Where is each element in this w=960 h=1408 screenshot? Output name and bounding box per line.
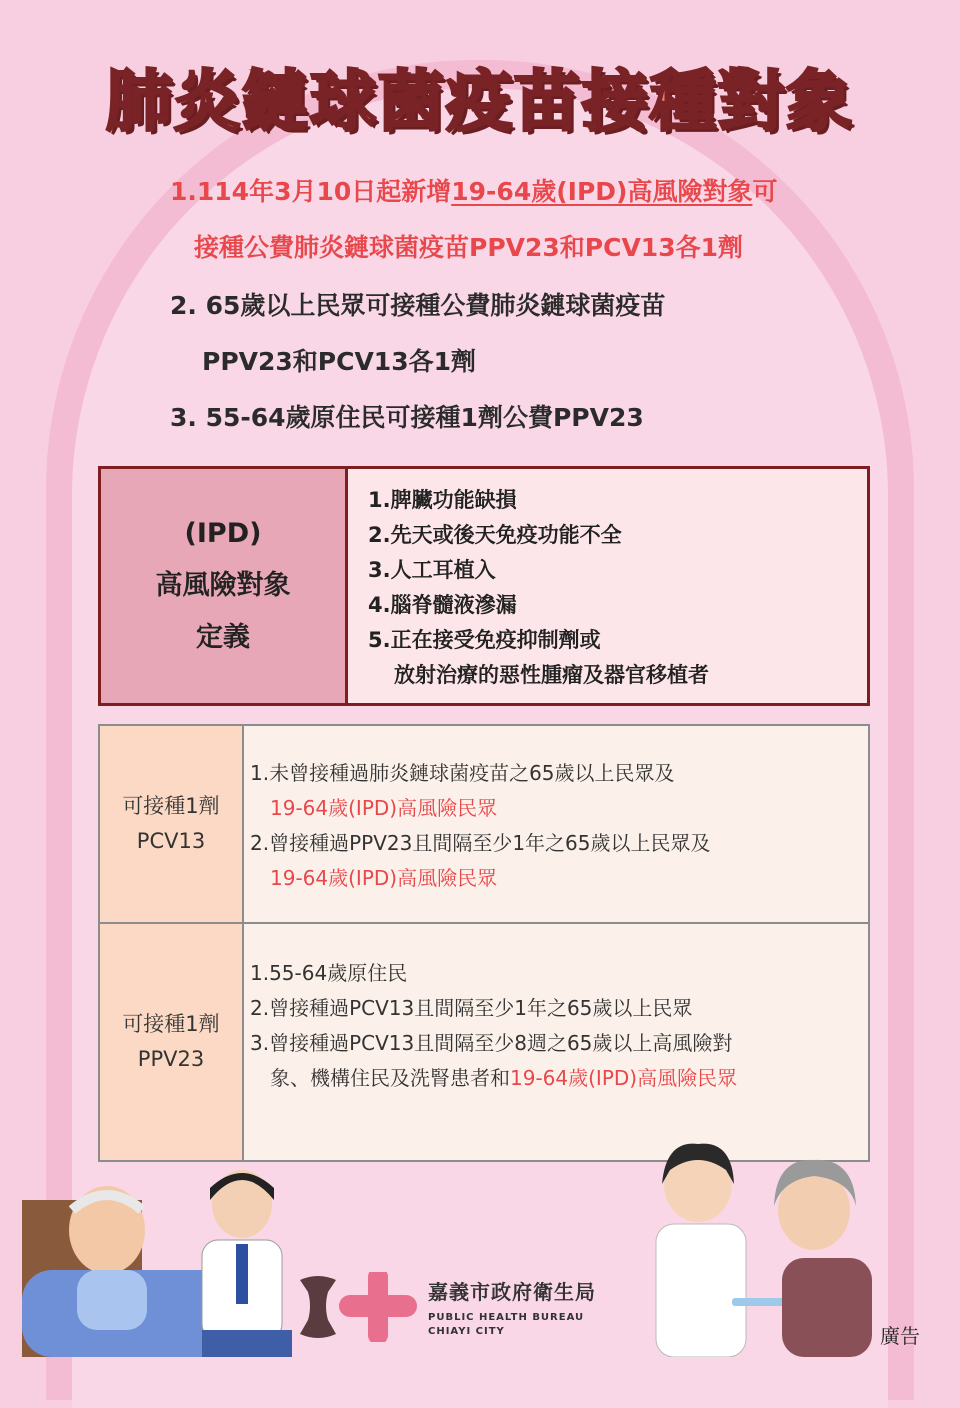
ppv23-item-3-cont-text: 象、機構住民及洗腎患者和 bbox=[270, 1066, 510, 1090]
vaccine-table bbox=[98, 724, 870, 1162]
bureau-name-english-line1: PUBLIC HEALTH BUREAU bbox=[428, 1312, 585, 1323]
ppv23-item-2: 2.曾接種過PCV13且間隔至少1年之65歲以上民眾 bbox=[250, 996, 693, 1020]
pcv13-item-1-red: 19-64歲(IPD)高風險民眾 bbox=[270, 796, 498, 820]
bureau-name bbox=[428, 1276, 596, 1339]
pcv13-label-line2: PCV13 bbox=[136, 829, 206, 853]
definition-item: 2.先天或後天免疫功能不全 bbox=[368, 523, 622, 547]
pcv13-label-line1: 可接種1劑 bbox=[122, 794, 220, 818]
intro-item-1 bbox=[170, 172, 777, 208]
patient-shirt-shape bbox=[77, 1270, 147, 1330]
ppv23-item-3-red: 19-64歲(IPD)高風險民眾 bbox=[510, 1066, 738, 1090]
nurse-vaccination-illustration bbox=[636, 1140, 872, 1357]
ppv23-label bbox=[100, 924, 244, 1160]
ppv23-item-3-continued bbox=[250, 1061, 868, 1096]
intro-item-2: 2. 65歲以上民眾可接種公費肺炎鏈球菌疫苗 bbox=[170, 291, 666, 320]
definition-heading-line3: 定義 bbox=[196, 622, 250, 653]
ppv23-label-line2: PPV23 bbox=[137, 1047, 205, 1071]
pcv13-criteria bbox=[244, 726, 868, 922]
intro-item-1-line2: 接種公費肺炎鏈球菌疫苗PPV23和PCV13各1劑 bbox=[194, 233, 743, 262]
ppv23-criteria bbox=[244, 924, 868, 1160]
definition-heading bbox=[101, 469, 348, 703]
table-row-ppv23 bbox=[100, 924, 868, 1160]
ppv23-item-1: 1.55-64歲原住民 bbox=[250, 961, 408, 985]
pcv13-item-1: 1.未曾接種過肺炎鏈球菌疫苗之65歲以上民眾及 bbox=[250, 761, 675, 785]
definition-item-continued: 放射治療的惡性腫瘤及器官移植者 bbox=[394, 663, 709, 687]
nurse-uniform-shape bbox=[656, 1224, 746, 1357]
health-bureau-logo-icon bbox=[298, 1272, 418, 1342]
bureau-name-english-line2: CHIAYI CITY bbox=[428, 1326, 505, 1337]
intro-item-1-prefix: 1.114年3月10日起新增 bbox=[170, 177, 452, 206]
intro-item-1-suffix: 可 bbox=[752, 177, 778, 206]
pcv13-label bbox=[100, 726, 244, 922]
ppv23-item-3: 3.曾接種過PCV13且間隔至少8週之65歲以上高風險對 bbox=[250, 1031, 733, 1055]
definition-list bbox=[348, 469, 867, 703]
elder-sweater-shape bbox=[782, 1258, 872, 1357]
definition-heading-line1: (IPD) bbox=[184, 518, 262, 549]
pcv13-item-2-red: 19-64歲(IPD)高風險民眾 bbox=[270, 866, 498, 890]
doctor-pants-shape bbox=[202, 1330, 292, 1357]
pcv13-item-2: 2.曾接種過PPV23且間隔至少1年之65歲以上民眾及 bbox=[250, 831, 711, 855]
definition-item: 4.腦脊髓液滲漏 bbox=[368, 593, 517, 617]
ad-label: 廣告 bbox=[880, 1324, 920, 1348]
doctor-tie-shape bbox=[236, 1244, 248, 1304]
definition-item: 5.正在接受免疫抑制劑或 bbox=[368, 628, 601, 652]
definition-heading-line2: 高風險對象 bbox=[155, 570, 291, 601]
definition-box bbox=[98, 466, 870, 706]
table-row-pcv13 bbox=[100, 726, 868, 924]
ppv23-label-line1: 可接種1劑 bbox=[122, 1012, 220, 1036]
intro-item-3: 3. 55-64歲原住民可接種1劑公費PPV23 bbox=[170, 403, 644, 432]
definition-item: 3.人工耳植入 bbox=[368, 558, 496, 582]
intro-item-1-underlined: 19-64歲(IPD)高風險對象 bbox=[451, 177, 753, 206]
bureau-name-chinese: 嘉義市政府衛生局 bbox=[428, 1280, 596, 1304]
poster-title: 肺炎鏈球菌疫苗接種對象 bbox=[106, 63, 854, 140]
doctor-patient-illustration bbox=[22, 1160, 322, 1357]
intro-item-2-line2: PPV23和PCV13各1劑 bbox=[202, 347, 476, 376]
definition-item: 1.脾臟功能缺損 bbox=[368, 488, 517, 512]
